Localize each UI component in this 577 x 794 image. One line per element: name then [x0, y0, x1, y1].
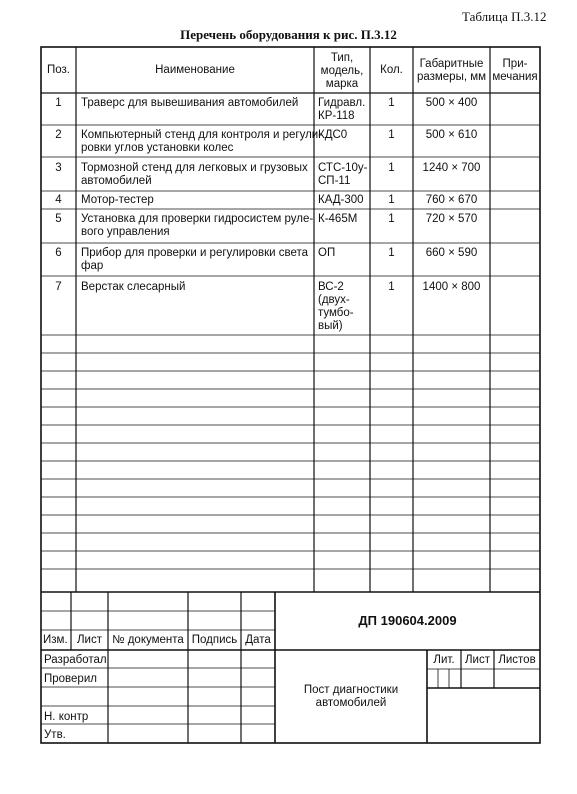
table-number: Таблица П.3.12: [462, 9, 547, 24]
row-name-line2: вого управления: [81, 226, 170, 238]
row-type: [318, 97, 365, 123]
label-checked: Проверил: [44, 673, 97, 685]
row-type: [318, 213, 357, 226]
row-qty: 1: [388, 97, 395, 109]
row-type: [318, 281, 354, 333]
label-norm-control: Н. контр: [44, 711, 89, 723]
row-qty: 1: [388, 213, 395, 225]
row-name-line2: ровки углов установки колес: [81, 142, 234, 154]
row-dims: 500 × 400: [425, 97, 478, 109]
col-date: Дата: [245, 634, 271, 646]
row-type-line4: вый): [318, 320, 343, 332]
row-type-line2: КР-118: [318, 110, 355, 122]
row-type-line1: К-465М: [318, 213, 358, 225]
row-name-line2: автомобилей: [81, 175, 152, 187]
row-name-line1: Мотор-тестер: [81, 194, 154, 206]
row-pos: 3: [55, 162, 62, 174]
row-pos: 4: [55, 194, 62, 206]
row-name-line1: Компьютерный стенд для контроля и регули-: [81, 129, 323, 141]
row-pos: 1: [55, 97, 62, 109]
row-dims: 1400 × 800: [422, 281, 481, 293]
row-name: [81, 281, 185, 294]
row-type: [318, 129, 347, 142]
row-name-line1: Тормозной стенд для легковых и грузовых: [81, 162, 308, 174]
row-type-line3: тумбо-: [318, 307, 354, 319]
row-pos: 7: [55, 281, 62, 293]
label-sheet: Лист: [465, 654, 490, 666]
row-type-line1: КДС0: [318, 129, 348, 141]
header-note: [490, 58, 540, 84]
label-approved: Утв.: [44, 729, 66, 741]
header-qty: Кол.: [380, 64, 403, 76]
row-dims: 760 × 670: [425, 194, 478, 206]
row-pos: 2: [55, 129, 62, 141]
row-qty: 1: [388, 247, 395, 259]
header-dims: [413, 58, 490, 84]
row-name: [81, 129, 322, 155]
header-name: Наименование: [155, 64, 235, 76]
row-type: [318, 247, 335, 260]
header-type-line1: Тип,: [330, 52, 354, 64]
row-name-line2: фар: [81, 260, 104, 272]
header-note-line2: мечания: [492, 71, 538, 83]
row-qty: 1: [388, 281, 395, 293]
row-qty: 1: [388, 129, 395, 141]
header-dims-line2: размеры, мм: [416, 71, 487, 83]
sheet-title-line2: автомобилей: [315, 697, 387, 709]
row-type-line1: Гидравл.: [318, 97, 366, 109]
row-type-line1: СТС-10у-: [318, 162, 368, 174]
label-developed: Разработал: [44, 654, 107, 666]
row-qty: 1: [388, 194, 395, 206]
row-name-line1: Верстак слесарный: [81, 281, 186, 293]
row-qty: 1: [388, 162, 395, 174]
row-type-line1: КАД-300: [318, 194, 364, 206]
row-name-line1: Прибор для проверки и регулировки света: [81, 247, 309, 259]
col-sign: Подпись: [191, 634, 238, 646]
row-name-line1: Установка для проверки гидросистем руле-: [81, 213, 314, 225]
col-list: Лист: [77, 634, 102, 646]
row-type: [318, 162, 367, 188]
row-name: [81, 247, 308, 273]
header-note-line1: При-: [502, 58, 528, 70]
row-name: [81, 162, 308, 188]
sheet-title-line1: Пост диагностики: [303, 684, 399, 696]
sheet-title: [275, 684, 427, 710]
row-dims: 660 × 590: [425, 247, 478, 259]
header-type-line2: модель,: [320, 65, 364, 77]
row-name: [81, 194, 154, 207]
col-izm: Изм.: [43, 634, 68, 646]
row-name: [81, 213, 313, 239]
row-pos: 6: [55, 247, 62, 259]
row-dims: 1240 × 700: [422, 162, 481, 174]
document-title: Перечень оборудования к рис. П.3.12: [180, 27, 397, 42]
row-name-line1: Траверс для вывешивания автомобилей: [81, 97, 299, 109]
row-type-line1: ВС-2: [318, 281, 344, 293]
row-pos: 5: [55, 213, 62, 225]
row-type-line2: (двух-: [318, 294, 350, 306]
header-type-line3: марка: [325, 78, 359, 90]
row-name: [81, 97, 298, 110]
row-dims: 500 × 610: [425, 129, 478, 141]
doc-code: ДП 190604.2009: [358, 613, 457, 628]
label-sheets: Листов: [498, 654, 536, 666]
row-type: [318, 194, 364, 207]
col-doc: № документа: [112, 634, 184, 646]
header-pos: Поз.: [47, 64, 70, 76]
row-type-line1: ОП: [318, 247, 336, 259]
label-lit: Лит.: [433, 654, 455, 666]
row-type-line2: СП-11: [318, 175, 351, 187]
row-dims: 720 × 570: [425, 213, 478, 225]
header-type: [314, 52, 370, 91]
header-dims-line1: Габаритные: [419, 58, 484, 70]
